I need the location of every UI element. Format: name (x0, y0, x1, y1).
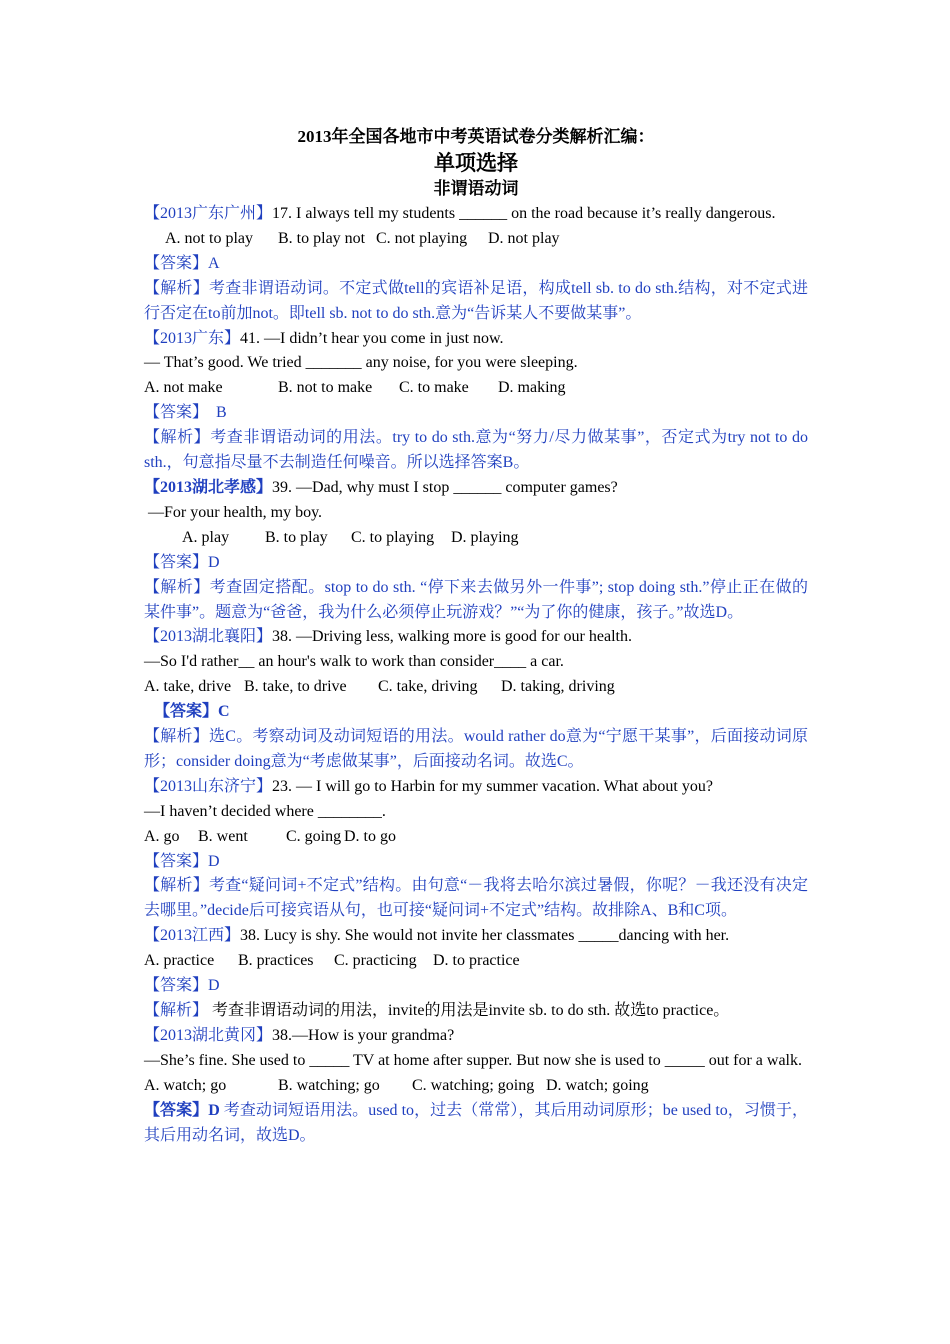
question-1-analysis: 【解析】考查非谓语动词。不定式做tell的宾语补足语，构成tell sb. to do sth.结构，对不定式进行否定在to前加not。即tell sb. not to do sth.意为“告诉某人不要做某事”。 (144, 279, 808, 322)
question-3-answer: 【答案】D (144, 553, 220, 571)
question-stem: 41. —I didn’t hear you come in just now. (240, 329, 504, 347)
section-heading: 非谓语动词 (433, 179, 519, 198)
analysis-label: 【解析】 (144, 1002, 209, 1019)
option-a: A. not to play (165, 229, 253, 247)
document-title: 2013年全国各地市中考英语试卷分类解析汇编： (297, 127, 655, 146)
question-source: 【2013湖北襄阳】 (144, 628, 273, 646)
option-c: C. to make (399, 379, 469, 397)
question-stem: 39. —Dad, why must I stop ______ computer games? (272, 478, 618, 496)
question-stem: 17. I always tell my students ______ on the road because it’s really dangerous. (272, 205, 776, 222)
question-source: 【2013山东济宁】 (144, 777, 273, 795)
question-1-options (144, 227, 808, 252)
question-7-options (144, 1074, 808, 1099)
option-b: B. not to make (278, 379, 373, 397)
answer-label: 【答案】D (144, 1101, 220, 1119)
option-c: C. take, driving (378, 678, 478, 696)
question-2 (144, 327, 808, 352)
question-6-analysis (144, 999, 808, 1024)
option-a: A. watch; go (144, 1076, 227, 1094)
question-source: 【2013广东】 (144, 329, 241, 347)
question-1-answer: 【答案】A (144, 254, 220, 272)
option-d: D. to go (344, 827, 396, 845)
option-c: C. going (286, 827, 342, 845)
question-5-options (144, 825, 808, 850)
question-4-options (144, 675, 808, 700)
question-6-answer: 【答案】D (144, 977, 220, 995)
question-4 (144, 625, 808, 650)
option-d: D. to practice (433, 952, 520, 970)
option-b: B. went (198, 827, 248, 845)
question-5-answer: 【答案】D (144, 852, 220, 870)
question-4-analysis: 【解析】选C。考察动词及动词短语的用法。would rather do意为“宁愿干某事”，后面接动词原形；consider doing意为“考虑做某事”，后面接动名词。故选C。 (144, 728, 808, 770)
analysis-text: 考查动词短语用法。used to，过去（常常），其后用动词原形；be used to，习惯于，其后用动名词，故选D。 (144, 1101, 808, 1144)
question-2-answer: 【答案】 B (144, 404, 227, 422)
question-6 (144, 924, 808, 949)
question-4-answer: 【答案】C (154, 703, 230, 721)
question-7-stem-line-2: —She’s fine. She used to _____ TV at home after supper. But now she is used to _____ out for a walk. (144, 1051, 802, 1069)
option-d: D. playing (451, 528, 519, 546)
question-3-stem-line-2: —For your health, my boy. (148, 503, 323, 521)
question-source: 【2013湖北黄冈】 (144, 1026, 273, 1044)
option-c: C. not playing (376, 229, 468, 247)
question-stem: 38.—How is your grandma? (272, 1026, 455, 1044)
question-5-analysis: 【解析】考查“疑问词+不定式”结构。由句意“－我将去哈尔滨过暑假，你呢？－我还没有决定去哪里。”decide后可接宾语从句，也可接“疑问词+不定式”结构。故排除A、B和C项。 (144, 877, 808, 920)
option-d: D. making (498, 379, 566, 397)
question-3-options (144, 526, 808, 551)
option-d: D. watch; going (546, 1076, 649, 1094)
question-7-analysis (144, 1099, 808, 1149)
option-d: D. not play (488, 229, 560, 247)
option-c: C. watching; going (412, 1076, 535, 1094)
option-b: B. take, to drive (244, 678, 347, 696)
question-stem: 38. Lucy is shy. She would not invite her classmates _____dancing with her. (240, 927, 730, 945)
option-a: A. play (182, 528, 230, 546)
option-a: A. take, drive (144, 678, 232, 696)
option-b: B. to play not (278, 229, 366, 247)
question-source: 【2013江西】 (144, 927, 241, 945)
option-a: A. practice (144, 952, 215, 970)
question-source: 【2013广东广州】 (144, 205, 273, 222)
analysis-text: 考查非谓语动词的用法，invite的用法是invite sb. to do sth. 故选to practice。 (208, 1002, 730, 1019)
question-6-options (144, 949, 808, 974)
question-stem: 38. —Driving less, walking more is good for our health. (272, 628, 632, 646)
option-c: C. to playing (351, 528, 435, 546)
question-5-stem-line-2: —I haven’t decided where ________. (144, 802, 386, 820)
question-5 (144, 775, 808, 800)
question-3-analysis: 【解析】考查固定搭配。stop to do sth. “停下来去做另外一件事”; stop doing sth.”停止正在做的某件事”。题意为“爸爸，我为什么必须停止玩游戏？”“为了你的健康，孩子。”故选D。 (144, 578, 808, 621)
question-stem: 23. — I will go to Harbin for my summer vacation. What about you? (272, 777, 713, 795)
option-d: D. taking, driving (501, 678, 615, 696)
question-3 (144, 476, 808, 501)
option-a: A. not make (144, 379, 223, 397)
option-b: B. practices (238, 952, 314, 970)
question-2-analysis: 【解析】考查非谓语动词的用法。try to do sth.意为“努力/尽力做某事”，否定式为try not to do sth.，句意指尽量不去制造任何噪音。所以选择答案B。 (144, 429, 808, 472)
question-2-stem-line-2: — That’s good. We tried _______ any noise, for you were sleeping. (144, 354, 578, 372)
document-subtitle: 单项选择 (434, 151, 518, 175)
option-b: B. to play (265, 528, 328, 546)
option-a: A. go (144, 827, 180, 845)
question-4-stem-line-2: —So I'd rather__ an hour's walk to work than consider____ a car. (144, 653, 564, 671)
option-c: C. practicing (334, 952, 417, 970)
question-7 (144, 1024, 808, 1049)
question-1 (144, 202, 808, 227)
question-2-options (144, 376, 808, 401)
document-page (144, 124, 808, 1148)
option-b: B. watching; go (278, 1076, 380, 1094)
question-source: 【2013湖北孝感】 (144, 478, 273, 496)
